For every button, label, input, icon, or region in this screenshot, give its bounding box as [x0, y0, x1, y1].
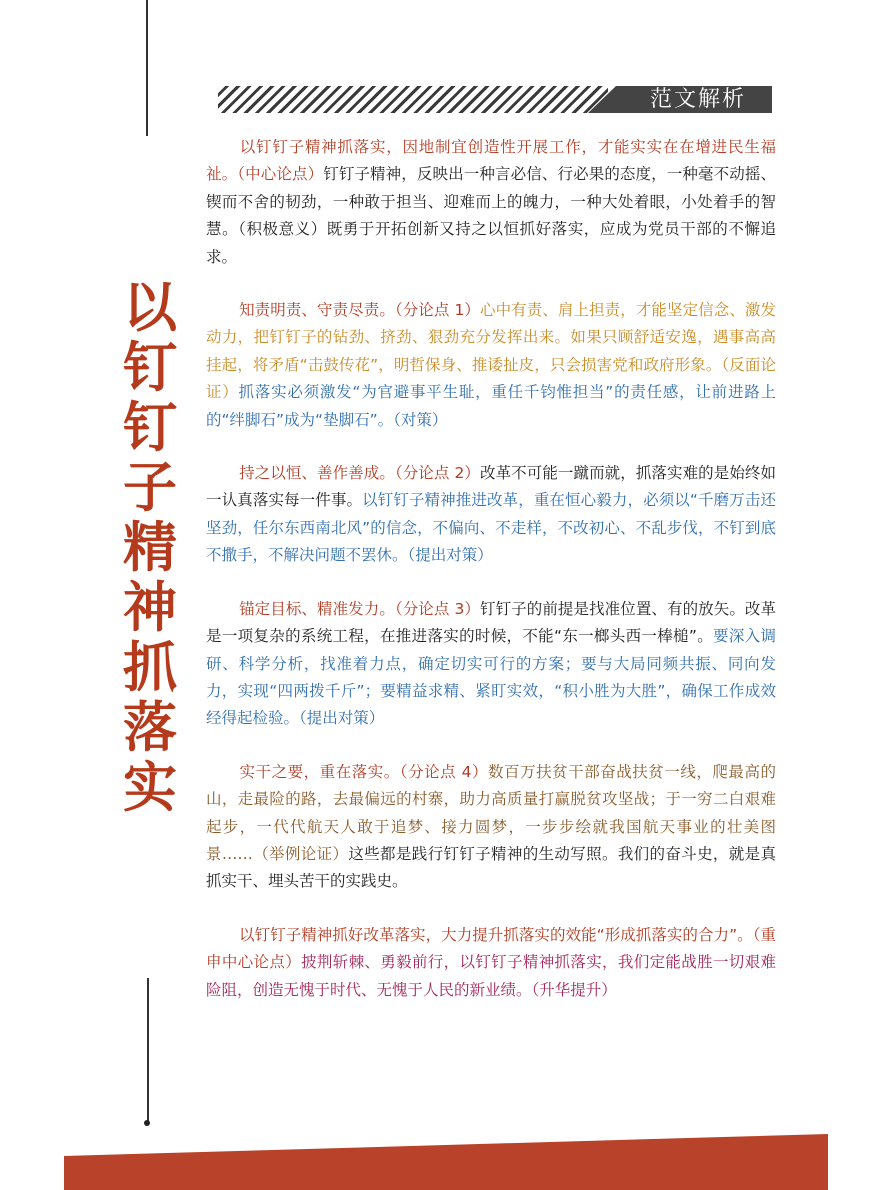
section-title: 范文解析 — [649, 87, 746, 112]
paragraph-intro — [206, 134, 776, 271]
example-text: 数百万扶贫干部奋战扶贫一线，爬最高的山，走最险的路，去最偏远的村寨，助力高质量打赢脱贫攻坚战；于一穷二白艰难起步，一代代航天人敢于追梦、接力圆梦，一步步绘就我国航天事业的壮美图景……（举例论证） — [206, 762, 776, 863]
central-thesis: 以钉钉子精神抓落实，因地制宜创造性开展工作，才能实实在在增进民生福祉。（中心论点） — [206, 138, 776, 184]
header-hatch-pattern — [218, 86, 608, 113]
paragraph-text: 钉钉子的前提是找准位置、有的放矢。改革是一项复杂的系统工程，在推进落实的时候，不能“东一榔头西一棒槌”。 — [206, 599, 776, 646]
counter-argument-text: 心中有责、肩上担责，才能坚定信念、激发动力，把钉钉子的钻劲、挤劲、狠劲充分发挥出来。如果只顾舒适安逸，遇事高高挂起，将矛盾“击鼓传花”，明哲保身、推诿扯皮，只会损害党和政府形象。（反面论证） — [206, 301, 776, 402]
sub-point-heading: 知责明责、守责尽责。（分论点 1） — [239, 301, 481, 320]
paragraph-text: 改革不可能一蹴而就，抓落实难的是始终如一认真落实每一件事。 — [206, 464, 776, 510]
paragraph-text: 钉钉子精神，反映出一种言必信、行必果的态度，一种毫不动摇、锲而不舍的韧劲，一种敢于担当、迎难而上的魄力，一种大处着眼，小处着手的智慧。（积极意义）既勇于开拓创新又持之以恒抓好落实，应成为党员干部的不懈追求。 — [206, 165, 776, 266]
top-divider-line — [146, 0, 148, 136]
article-body — [206, 134, 776, 1030]
vertical-title: 以钉钉子精神抓落实 — [123, 276, 177, 819]
sublimation-text: 披荆斩棘、勇毅前行，以钉钉子精神抓落实，我们定能战胜一切艰难险阻，创造无愧于时代、无愧于人民的新业绩。（升华提升） — [206, 953, 776, 999]
paragraph-point-1 — [206, 297, 776, 434]
paragraph-point-3 — [206, 596, 776, 733]
paragraph-point-2 — [206, 460, 776, 570]
footer-band — [64, 1134, 828, 1190]
divider-end-dot — [144, 1120, 150, 1126]
paragraph-text: 这些都是践行钉钉子精神的生动写照。我们的奋斗史，就是真抓实干、埋头苦干的实践史。 — [206, 844, 776, 891]
paragraph-point-4 — [206, 759, 776, 896]
section-header — [218, 86, 772, 113]
bottom-divider-line — [147, 978, 149, 1124]
countermeasure-text: 抓落实必须激发“为官避事平生耻，重任千钧惟担当”的责任感，让前进路上的“绊脚石”成为“垫脚石”。（对策） — [206, 383, 776, 429]
sub-point-heading: 锚定目标、精准发力。（分论点 3） — [239, 599, 481, 618]
paragraph-conclusion — [206, 922, 776, 1004]
sub-point-heading: 持之以恒、善作善成。（分论点 2） — [239, 464, 481, 483]
countermeasure-text: 要深入调研、科学分析，找准着力点，确定切实可行的方案；要与大局同频共振、同向发力，实现“四两拨千斤”；要精益求精、紧盯实效，“积小胜为大胜”，确保工作成效经得起检验。（提出对策） — [206, 627, 776, 728]
restated-thesis: 以钉钉子精神抓好改革落实，大力提升抓落实的效能“形成抓落实的合力”。（重申中心论点） — [206, 925, 776, 972]
sub-point-heading: 实干之要，重在落实。（分论点 4） — [239, 762, 489, 781]
countermeasure-text: 以钉钉子精神推进改革，重在恒心毅力，必须以“千磨万击还坚劲，任尔东西南北风”的信念，不偏向、不走样，不改初心、不乱步伐，不钉到底不撒手，不解决问题不罢休。（提出对策） — [206, 491, 776, 565]
